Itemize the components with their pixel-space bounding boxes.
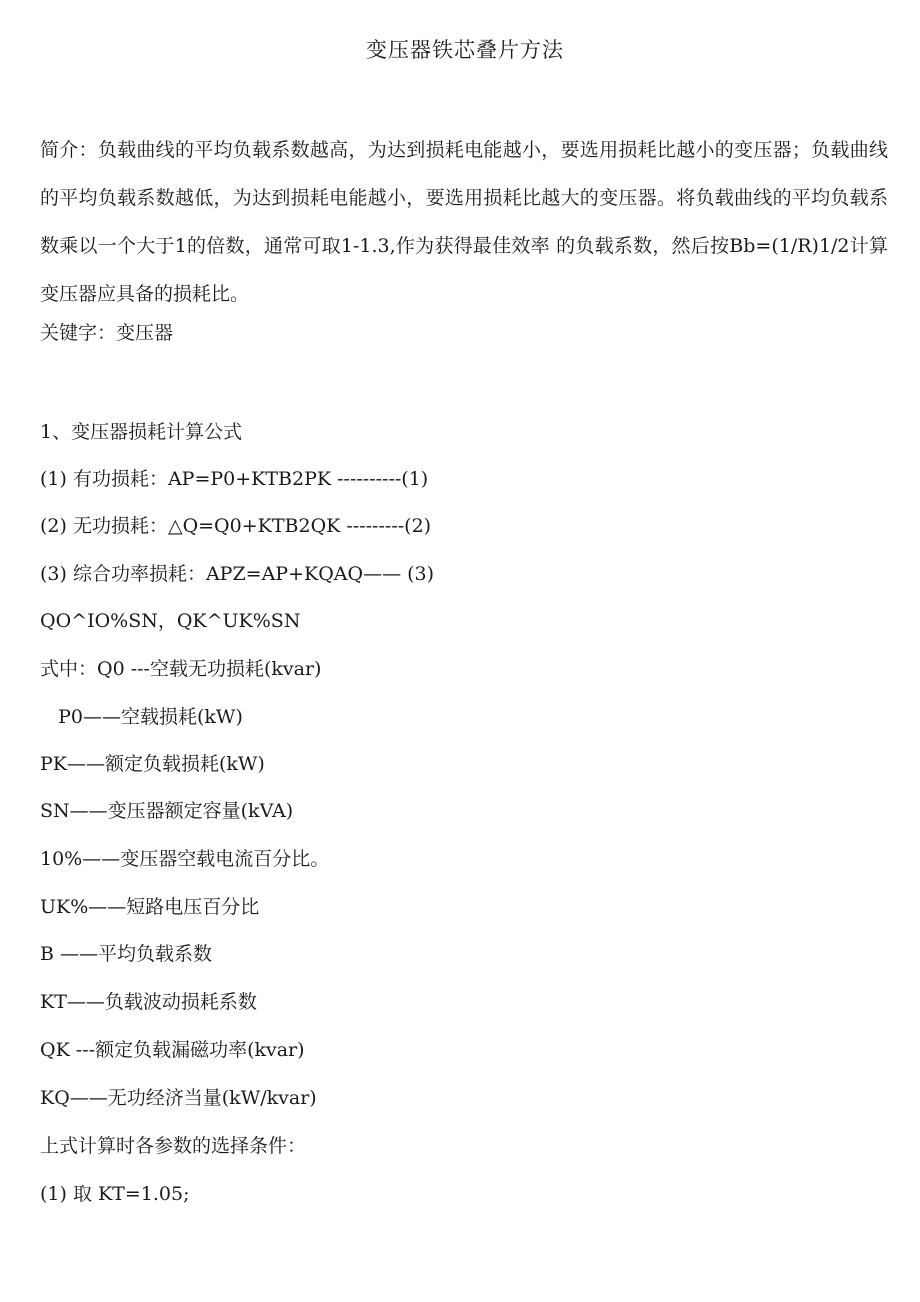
- definition-line: P0——空载损耗(kW): [40, 706, 243, 728]
- condition-line: (1) 取 KT=1.05;: [40, 1183, 190, 1205]
- formula-line: (1) 有功损耗：AP=P0+KTB2PK ----------(1): [40, 468, 429, 490]
- definition-line: KQ——无功经济当量(kW/kvar): [40, 1087, 317, 1109]
- definition-line: KT——负载波动损耗系数: [40, 991, 257, 1013]
- formula-line: (2) 无功损耗：△Q=Q0+KTB2QK ---------(2): [40, 515, 432, 537]
- definition-line: PK——额定负载损耗(kW): [40, 753, 265, 775]
- section-heading: 1、变压器损耗计算公式: [40, 421, 243, 443]
- conditions-heading: 上式计算时各参数的选择条件：: [40, 1135, 307, 1157]
- formula-line: (3) 综合功率损耗：APZ=AP+KQAQ—— (3): [40, 563, 435, 585]
- definition-line: B ——平均负载系数: [40, 943, 213, 965]
- intro-paragraph: 简介：负载曲线的平均负载系数越高，为达到损耗电能越小，要选用损耗比越小的变压器；负载曲线的平均负载系数越低，为达到损耗电能越小，要选用损耗比越大的变压器。将负载曲线的平均负载系数乘以一个大于1的倍数，通常可取1-1.3,作为获得最佳效率 的负载系数，然后按Bb=(1/R)1/2计算变压器应具备的损耗比。: [40, 139, 888, 305]
- definition-line: 式中：Q0 ---空载无功损耗(kvar): [40, 658, 322, 680]
- definition-line: UK%——短路电压百分比: [40, 896, 260, 918]
- keywords-line: 关键字：变压器: [40, 322, 174, 344]
- definition-line: QK ---额定负载漏磁功率(kvar): [40, 1039, 305, 1061]
- relation-line: QO^IO%SN，QK^UK%SN: [40, 610, 301, 632]
- document-title: 变压器铁芯叠片方法: [366, 38, 564, 62]
- definition-line: 10%——变压器空载电流百分比。: [40, 848, 330, 870]
- definition-line: SN——变压器额定容量(kVA): [40, 800, 294, 822]
